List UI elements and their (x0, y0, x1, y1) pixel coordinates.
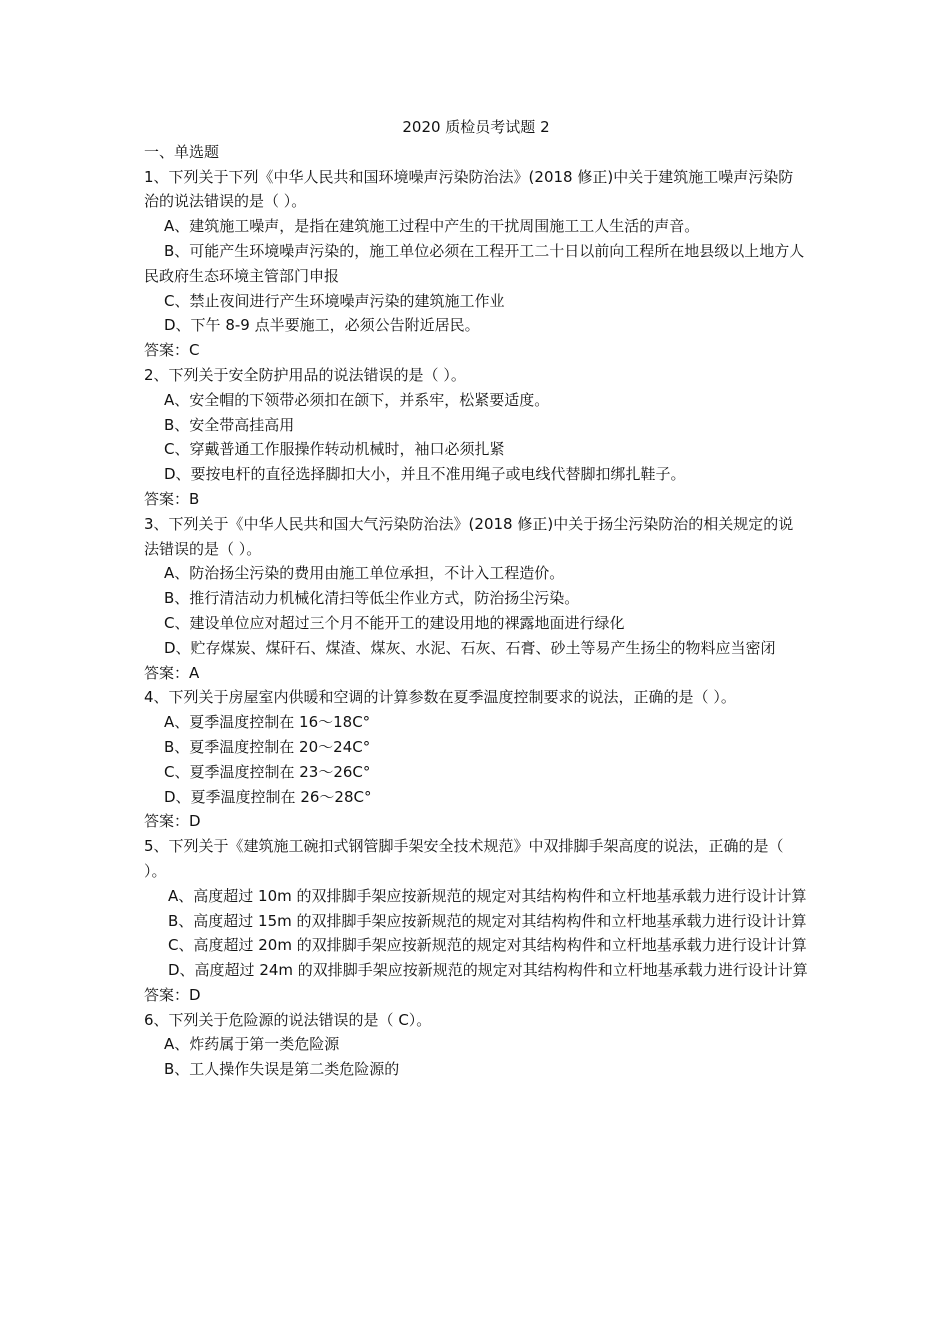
question-block (144, 165, 808, 363)
option-a: A、建筑施工噪声，是指在建筑施工过程中产生的干扰周围施工工人生活的声音。 (164, 217, 700, 236)
option-b: B、推行清洁动力机械化清扫等低尘作业方式，防治扬尘污染。 (164, 589, 580, 608)
option-d: D、高度超过 24m 的双排脚手架应按新规范的规定对其结构构件和立杆地基承载力进行设计计算 (168, 961, 808, 980)
option-c: C、穿戴普通工作服操作转动机械时，袖口必须扎紧 (164, 440, 505, 459)
answer-line: 答案：C (144, 341, 200, 360)
option-d: D、下午 8-9 点半要施工，必须公告附近居民。 (164, 316, 480, 335)
question-stem: 6、下列关于危险源的说法错误的是（ C）。 (144, 1010, 432, 1029)
answer-line: 答案：D (144, 985, 201, 1004)
question-block (144, 834, 808, 1008)
question-stem: 2、下列关于安全防护用品的说法错误的是（ ）。 (144, 365, 466, 384)
answer-line: 答案：D (144, 812, 201, 831)
option-d: D、夏季温度控制在 26～28C° (164, 787, 372, 806)
document-page (144, 115, 808, 1082)
option-b: B、高度超过 15m 的双排脚手架应按新规范的规定对其结构构件和立杆地基承载力进行设计计算 (168, 911, 807, 930)
option-a: A、防治扬尘污染的费用由施工单位承担，不计入工程造价。 (164, 564, 565, 583)
question-block (144, 512, 808, 686)
option-a: A、夏季温度控制在 16～18C° (164, 713, 371, 732)
question-block (144, 1008, 808, 1082)
option-d: D、贮存煤炭、煤矸石、煤渣、煤灰、水泥、石灰、石膏、砂土等易产生扬尘的物料应当密闭 (164, 638, 776, 657)
option-c: C、建设单位应对超过三个月不能开工的建设用地的裸露地面进行绿化 (164, 613, 625, 632)
section-heading: 一、单选题 (144, 142, 220, 161)
option-c: C、高度超过 20m 的双排脚手架应按新规范的规定对其结构构件和立杆地基承载力进行设计计算 (168, 936, 807, 955)
question-block (144, 685, 808, 834)
option-b: B、可能产生环境噪声污染的，施工单位必须在工程开工二十日以前向工程所在地县级以上地方人民政府生态环境主管部门申报 (144, 241, 805, 285)
question-block (144, 363, 808, 512)
option-b: B、夏季温度控制在 20～24C° (164, 737, 371, 756)
question-stem: 4、下列关于房屋室内供暖和空调的计算参数在夏季温度控制要求的说法，正确的是（ ）。 (144, 688, 736, 707)
answer-line: 答案：B (144, 489, 200, 508)
document-title: 2020 质检员考试题 2 (402, 118, 550, 136)
option-a: A、安全帽的下领带必须扣在颌下，并系牢，松紧要适度。 (164, 390, 550, 409)
question-stem: 3、下列关于《中华人民共和国大气污染防治法》(2018 修正)中关于扬尘污染防治的相关规定的说法错误的是（ ）。 (144, 514, 794, 558)
option-d: D、要按电杆的直径选择脚扣大小，并且不准用绳子或电线代替脚扣绑扎鞋子。 (164, 465, 686, 484)
answer-line: 答案：A (144, 663, 200, 682)
option-b: B、工人操作失误是第二类危险源的 (164, 1060, 400, 1079)
option-c: C、禁止夜间进行产生环境噪声污染的建筑施工作业 (164, 291, 505, 310)
question-stem: 1、下列关于下列《中华人民共和国环境噪声污染防治法》(2018 修正)中关于建筑施工噪声污染防治的说法错误的是（ ）。 (144, 167, 794, 211)
option-b: B、安全带高挂高用 (164, 415, 295, 434)
option-c: C、夏季温度控制在 23～26C° (164, 762, 371, 781)
option-a: A、炸药属于第一类危险源 (164, 1035, 340, 1054)
option-a: A、高度超过 10m 的双排脚手架应按新规范的规定对其结构构件和立杆地基承载力进行设计计算 (168, 886, 807, 905)
question-stem: 5、下列关于《建筑施工碗扣式钢管脚手架安全技术规范》中双排脚手架高度的说法，正确的是（ ）。 (144, 837, 784, 880)
